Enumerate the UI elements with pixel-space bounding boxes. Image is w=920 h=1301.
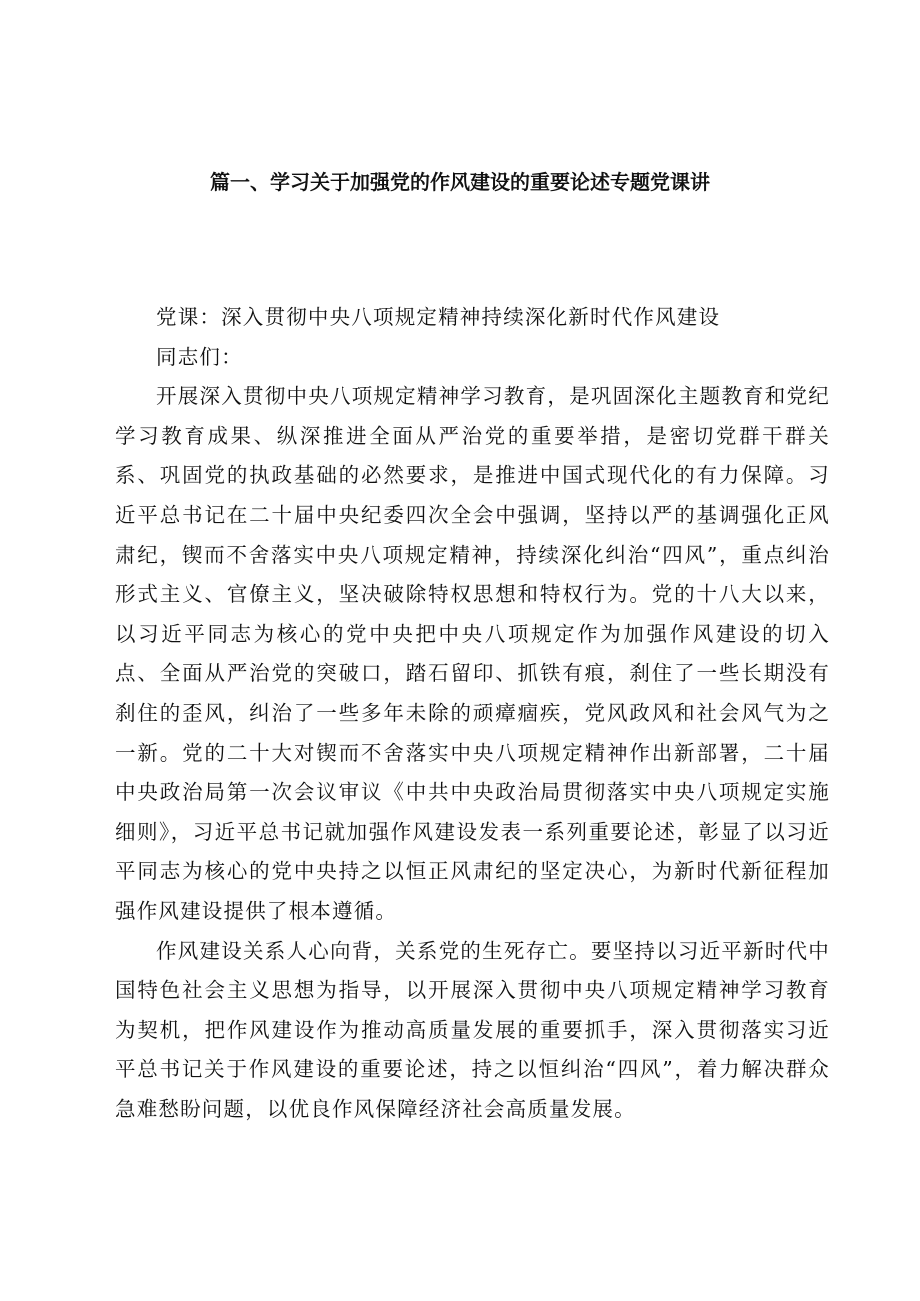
body-paragraph: 开展深入贯彻中央八项规定精神学习教育，是巩固深化主题教育和党纪学习教育成果、纵深推进全面从严治党的重要举措，是密切党群干群关系、巩固党的执政基础的必然要求，是推进中国式现代化的有力保障。习近平总书记在二十届中央纪委四次全会中强调，坚持以严的基调强化正风肃纪，锲而不舍落实中央八项规定精神，持续深化纠治“四风”，重点纠治形式主义、官僚主义，坚决破除特权思想和特权行为。党的十八大以来，以习近平同志为核心的党中央把中央八项规定作为加强作风建设的切入点、全面从严治党的突破口，踏石留印、抓铁有痕，刹住了一些长期没有刹住的歪风，纠治了一些多年未除的顽瘴痼疾，党风政风和社会风气为之一新。党的二十大对锲而不舍落实中央八项规定精神作出新部署，二十届中央政治局第一次会议审议《中共中央政治局贯彻落实中央八项规定实施细则》，习近平总书记就加强作风建设发表一系列重要论述，彰显了以习近平同志为核心的党中央持之以恒正风肃纪的坚定决心，为新时代新征程加强作风建设提供了根本遵循。: [115, 384, 830, 923]
lecture-subtitle: 党课：深入贯彻中央八项规定精神持续深化新时代作风建设: [156, 305, 721, 329]
document-title: 篇一、学习关于加强党的作风建设的重要论述专题党课讲: [210, 170, 710, 194]
document-body: [115, 298, 830, 1129]
salutation: 同志们：: [156, 344, 243, 369]
body-paragraph: 作风建设关系人心向背，关系党的生死存亡。要坚持以习近平新时代中国特色社会主义思想为指导，以开展深入贯彻中央八项规定精神学习教育为契机，把作风建设作为推动高质量发展的重要抓手，深入贯彻落实习近平总书记关于作风建设的重要论述，持之以恒纠治“四风”，着力解决群众急难愁盼问题，以优良作风保障经济社会高质量发展。: [115, 938, 830, 1121]
